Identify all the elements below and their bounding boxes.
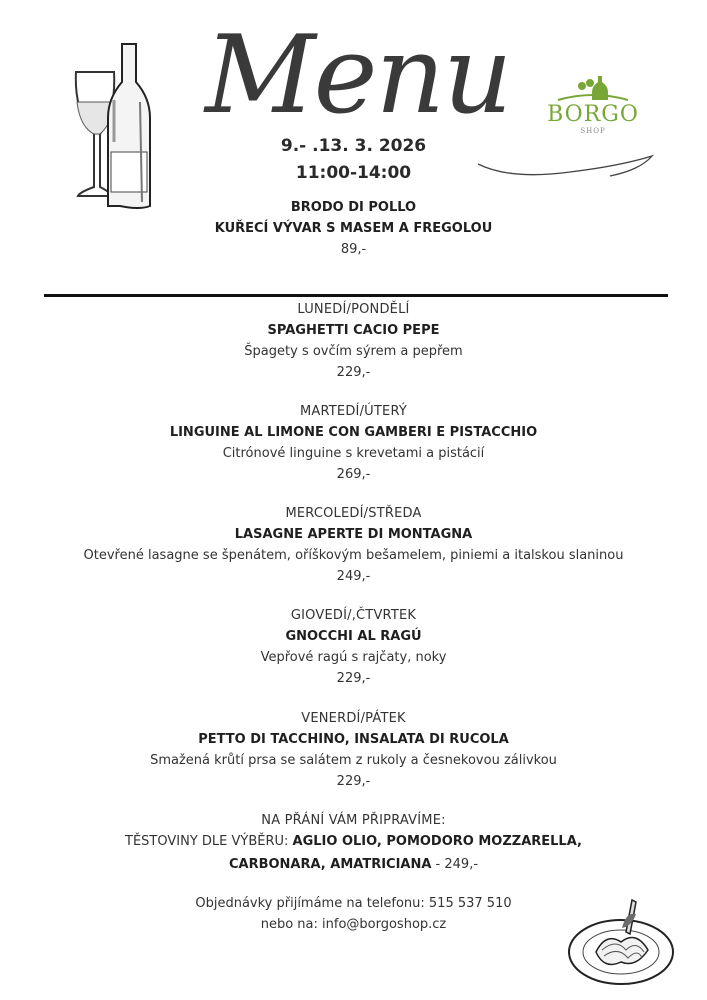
soup-name-cz: KUŘECÍ VÝVAR S MASEM A FREGOLOU (214, 221, 493, 236)
day-label: MERCOLEDÍ/STŘEDA (285, 506, 422, 521)
dish-name: SPAGHETTI CACIO PEPE (267, 323, 440, 338)
soup-price: 89,- (340, 242, 367, 257)
day-label: VENERDÍ/PÁTEK (301, 711, 406, 726)
olive-bottle-icon (528, 72, 658, 104)
logo-name: BORGO (547, 102, 639, 127)
day-monday (0, 299, 707, 383)
soup-section (0, 197, 707, 260)
dish-price: 269,- (336, 467, 371, 482)
menu-title: Menu (205, 13, 511, 138)
day-label: GIOVEDÍ/,ČTVRTEK (290, 608, 417, 623)
request-options-2: CARBONARA, AMATRICIANA (228, 857, 432, 872)
day-label: LUNEDÍ/PONDĚLÍ (297, 302, 410, 317)
dish-price: 229,- (336, 671, 371, 686)
dish-description: Vepřové ragú s rajčaty, noky (260, 650, 447, 665)
dish-description: Otevřené lasagne se špenátem, oříškovým bešamelem, piniemi a italskou slaninou (83, 548, 624, 563)
request-price: - 249,- (431, 857, 479, 872)
menu-time: 11:00-14:00 (295, 163, 412, 183)
on-request-section (0, 810, 707, 873)
dish-description: Smažená krůtí prsa se salátem z rukoly a česnekovou zálivkou (150, 753, 557, 768)
dish-description: Citrónové linguine s krevetami a pistácií (222, 446, 485, 461)
dish-name: LASAGNE APERTE DI MONTAGNA (234, 527, 473, 542)
day-wednesday (0, 503, 707, 587)
logo-sub: SHOP (580, 127, 606, 135)
contact-email: nebo na: info@borgoshop.cz (260, 917, 447, 932)
menu-date: 9.- .13. 3. 2026 (280, 136, 427, 156)
wine-bottle-glass-icon (70, 42, 160, 212)
dish-description: Špagety s ovčím sýrem a pepřem (244, 344, 463, 359)
dish-price: 229,- (336, 774, 371, 789)
pasta-plate-icon (566, 892, 676, 988)
dish-price: 249,- (336, 569, 371, 584)
borgo-logo (528, 72, 658, 142)
dish-name: GNOCCHI AL RAGÚ (285, 629, 422, 644)
contact-phone: Objednávky přijímáme na telefonu: 515 537 510 (195, 896, 512, 911)
request-prefix: TĚSTOVINY DLE VÝBĚRU: (125, 834, 293, 849)
day-label: MARTEDÍ/ÚTERÝ (300, 404, 407, 419)
dish-name: LINGUINE AL LIMONE CON GAMBERI E PISTACCHIO (169, 425, 538, 440)
day-friday (0, 708, 707, 792)
day-tuesday (0, 401, 707, 485)
request-heading: NA PŘÁNÍ VÁM PŘIPRAVÍME: (261, 813, 446, 828)
dish-price: 229,- (336, 365, 371, 380)
request-options-1: AGLIO OLIO, POMODORO MOZZARELLA, (292, 834, 582, 849)
dish-name: PETTO DI TACCHINO, INSALATA DI RUCOLA (198, 732, 509, 747)
soup-name-it: BRODO DI POLLO (290, 200, 417, 215)
day-thursday (0, 605, 707, 689)
section-divider (44, 294, 668, 297)
